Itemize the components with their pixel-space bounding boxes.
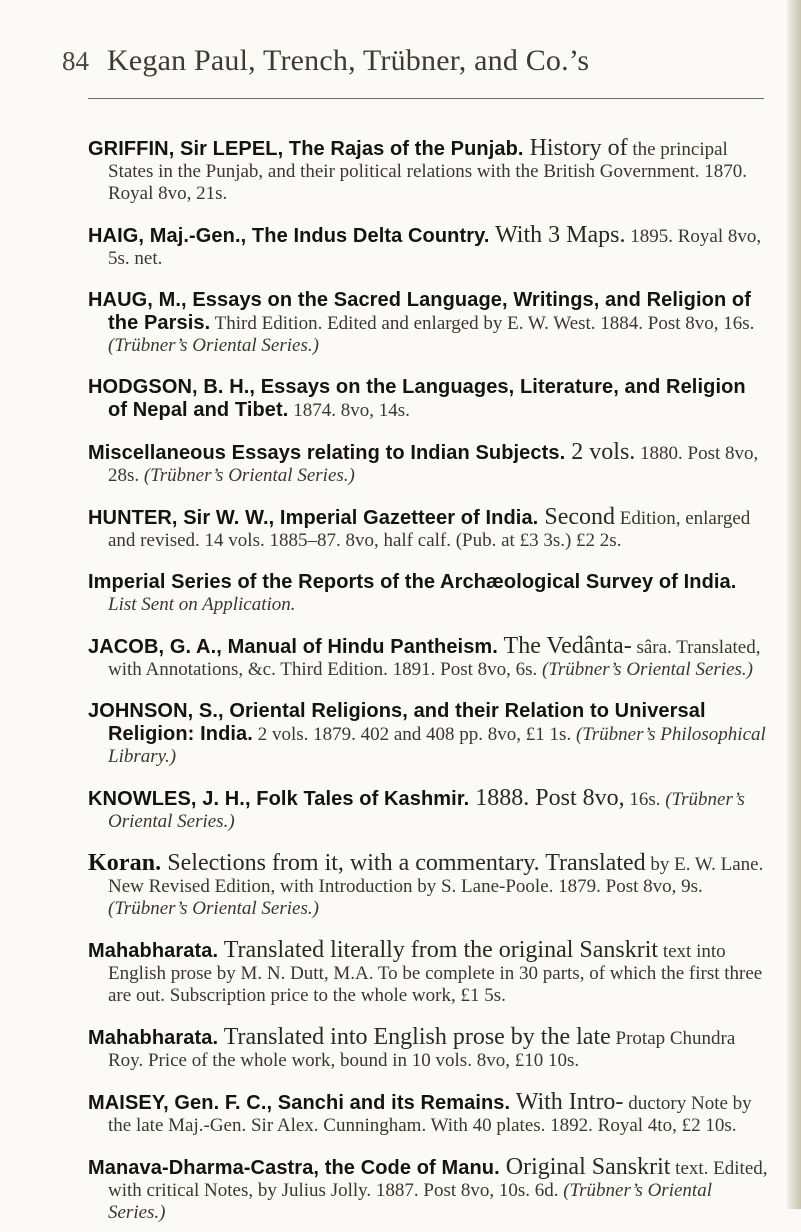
entry-heading: JACOB, G. A., Manual of Hindu Pantheism. [88, 636, 498, 658]
entry-heading: GRIFFIN, Sir LEPEL, The Rajas of the Punjab. [88, 138, 524, 160]
catalogue-entry [88, 852, 768, 920]
entry-heading: Mahabharata. [88, 940, 219, 962]
catalogue-entry [88, 441, 768, 487]
entry-series: (Trübner’s Philosophical Library.) [108, 724, 766, 767]
entry-heading: HODGSON, B. H., Essays on the Languages, Literature, and Religion of Nepal and Tibet. [88, 376, 746, 421]
entry-series: (Trübner’s Oriental Series.) [108, 789, 745, 832]
entry-details: text into English prose by M. N. Dutt, M.A. To be complete in 30 parts, of which the first three are out. Subscription price to the whole work, £1 5s. [108, 941, 763, 1006]
entry-details: 2 vols. 1879. 402 and 408 pp. 8vo, £1 1s. [252, 724, 576, 745]
entry-heading-tail: The Vedânta- [497, 633, 632, 659]
entry-heading: Koran. [88, 850, 162, 876]
entry-details: Third Edition. Edited and enlarged by E. W. West. 1884. Post 8vo, 16s. [210, 313, 755, 334]
entry-heading-tail: 2 vols. [565, 439, 636, 465]
catalogue-entry [88, 224, 768, 270]
entry-details: the principal States in the Punjab, and their political relations with the British Government. 1870. Royal 8vo, 21s. [108, 139, 748, 204]
entry-details: Protap Chundra Roy. Price of the whole work, bound in 10 vols. 8vo, £10 10s. [108, 1028, 736, 1071]
entry-series: (Trübner’s Oriental Series.) [108, 1180, 712, 1223]
entry-heading-tail: 1888. Post 8vo, [469, 785, 625, 811]
entry-heading-tail: Selections from it, with a commentary. Translated [161, 850, 646, 876]
catalogue-entries [88, 118, 768, 1232]
entry-series: (Trübner’s Oriental Series.) [108, 335, 319, 356]
entry-details: Edition, enlarged and revised. 14 vols. 1885–87. 8vo, half calf. (Pub. at £3 3s.) £2 2s. [108, 508, 751, 551]
entry-details: sâra. Translated, with Annotations, &c. Third Edition. 1891. Post 8vo, 6s. [108, 637, 761, 680]
entry-heading-tail: Second [538, 504, 615, 530]
entry-series: (Trübner’s Oriental Series.) [108, 898, 319, 919]
entry-heading: HAUG, M., Essays on the Sacred Language, Writings, and Religion of the Parsis. [88, 289, 751, 334]
page-header [62, 46, 762, 86]
entry-heading: JOHNSON, S., Oriental Religions, and their Relation to Universal Religion: India. [88, 700, 706, 745]
entry-heading: HAIG, Maj.-Gen., The Indus Delta Country. [88, 225, 490, 247]
catalogue-entry [88, 635, 768, 681]
entry-heading-tail: Original Sanskrit [499, 1154, 671, 1180]
entry-details: by E. W. Lane. New Revised Edition, with Introduction by S. Lane-Poole. 1879. Post 8vo, 9s. [108, 854, 764, 897]
catalogue-entry [88, 137, 768, 205]
entry-details: 16s. [624, 789, 666, 810]
entry-series: List Sent on Application. [108, 594, 296, 615]
entry-heading: Miscellaneous Essays relating to Indian Subjects. [88, 442, 566, 464]
entry-series: (Trübner’s Oriental Series.) [542, 659, 753, 680]
catalogue-entry [88, 506, 768, 552]
entry-heading-tail: Translated into English prose by the late [218, 1024, 611, 1050]
entry-heading-tail: With Intro- [510, 1089, 624, 1115]
header-rule [88, 98, 764, 99]
catalogue-entry [88, 571, 768, 616]
entry-details: 1874. 8vo, 14s. [288, 400, 410, 421]
entry-details: text. Edited, with critical Notes, by Julius Jolly. 1887. Post 8vo, 10s. 6d. [108, 1158, 768, 1201]
entry-heading: HUNTER, Sir W. W., Imperial Gazetteer of India. [88, 507, 539, 529]
catalogue-entry [88, 1156, 768, 1224]
catalogue-entry [88, 1091, 768, 1137]
catalogue-entry [88, 787, 768, 833]
entry-heading: KNOWLES, J. H., Folk Tales of Kashmir. [88, 788, 470, 810]
entry-heading: MAISEY, Gen. F. C., Sanchi and its Remains. [88, 1092, 511, 1114]
entry-heading-tail: Translated literally from the original Sanskrit [218, 937, 659, 963]
page-edge-shadow [787, 0, 801, 1209]
entry-heading-tail: History of [523, 135, 628, 161]
entry-heading: Manava-Dharma-Castra, the Code of Manu. [88, 1157, 500, 1179]
catalogue-entry [88, 376, 768, 422]
catalogue-entry [88, 289, 768, 357]
page-number: 84 [62, 46, 89, 76]
entry-details: 1895. Royal 8vo, 5s. net. [108, 226, 762, 269]
catalogue-entry [88, 700, 768, 768]
running-title: Kegan Paul, Trench, Trübner, and Co.’s [107, 44, 590, 77]
entry-series: (Trübner’s Oriental Series.) [143, 465, 355, 486]
entry-heading: Imperial Series of the Reports of the Archæological Survey of India. [88, 571, 737, 593]
entry-details: ductory Note by the late Maj.-Gen. Sir Alex. Cunningham. With 40 plates. 1892. Royal 4to, £2 10s. [108, 1093, 752, 1136]
entry-heading: Mahabharata. [88, 1027, 219, 1049]
entry-heading-tail: With 3 Maps. [489, 222, 626, 248]
entry-details: 1880. Post 8vo, 28s. [108, 443, 759, 486]
catalogue-entry [88, 939, 768, 1007]
catalogue-entry [88, 1026, 768, 1072]
